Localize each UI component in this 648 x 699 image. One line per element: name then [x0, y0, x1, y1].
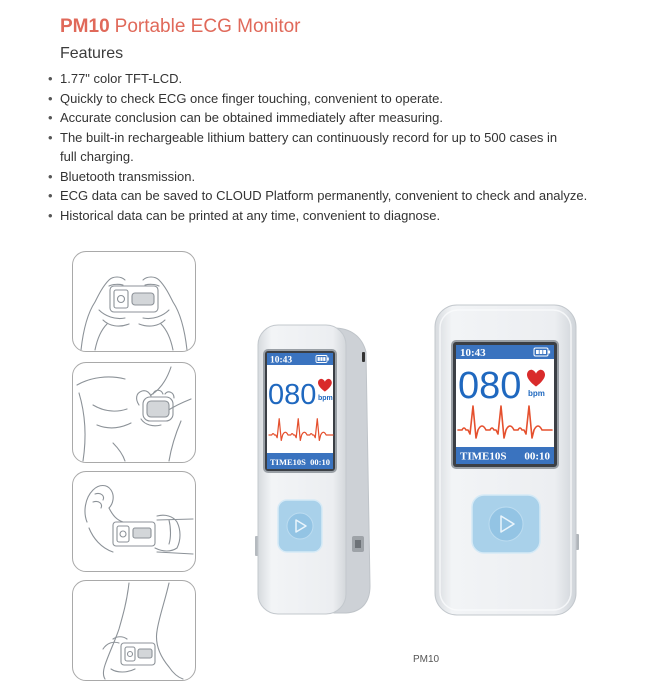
usb-port-inner	[355, 540, 361, 548]
timer-value: 00:10	[524, 450, 550, 463]
arm-lines	[85, 486, 193, 555]
start-button-ring	[287, 513, 313, 539]
usage-illustration-chest	[72, 362, 196, 463]
model-name: PM10	[60, 16, 110, 37]
power-button	[362, 352, 365, 362]
feature-item: • Bluetooth transmission.	[60, 167, 587, 187]
usage-illustration-hands	[72, 251, 196, 352]
duration-label: TIME10S	[460, 450, 507, 463]
ankle-measurement-illustration	[73, 581, 195, 680]
device-sketch	[110, 286, 158, 312]
timer-value: 00:10	[310, 457, 330, 467]
hand-lines	[81, 277, 187, 350]
finger-lines	[155, 515, 180, 551]
feature-item: • Accurate conclusion can be obtained immediately after measuring.	[60, 108, 587, 128]
device-sketch	[143, 397, 173, 421]
features-heading: Features	[60, 45, 124, 62]
heart-rate-unit: bpm	[318, 395, 333, 402]
heart-rate-unit: bpm	[528, 389, 545, 398]
product-title	[60, 15, 301, 39]
device-sketch	[121, 643, 155, 665]
image-caption: PM10	[413, 654, 440, 665]
feature-item: • ECG data can be saved to CLOUD Platform permanently, convenient to check and analyze.	[60, 186, 587, 206]
chest-measurement-illustration	[73, 363, 195, 462]
heart-rate-value: 080	[268, 379, 317, 411]
feature-item: • The built-in rechargeable lithium battery can continuously record for up to 500 cases in full charging.	[60, 128, 565, 167]
screen-time: 10:43	[460, 347, 486, 359]
hands-holding-device-illustration	[73, 252, 195, 351]
start-button-ring	[489, 507, 523, 541]
screen-time: 10:43	[270, 355, 293, 366]
finger-lines	[103, 637, 135, 672]
heart-rate-value: 080	[458, 365, 522, 407]
device-sketch	[113, 522, 155, 546]
usage-illustration-ankle	[72, 580, 196, 681]
wrist-measurement-illustration	[73, 472, 195, 571]
features-list	[60, 69, 587, 225]
screen	[267, 353, 333, 469]
body-lines	[77, 367, 191, 461]
ecg-monitor-front-view	[432, 302, 580, 618]
feature-item: • Historical data can be printed at any time, convenient to diagnose.	[60, 206, 587, 226]
feature-item: • Quickly to check ECG once finger touching, convenient to operate.	[60, 89, 587, 109]
ecg-monitor-angled-view	[254, 322, 376, 618]
product-name: Portable ECG Monitor	[114, 16, 301, 37]
feature-item: • 1.77" color TFT-LCD.	[60, 69, 587, 89]
duration-label: TIME10S	[270, 457, 306, 467]
usage-illustration-wrist	[72, 471, 196, 572]
